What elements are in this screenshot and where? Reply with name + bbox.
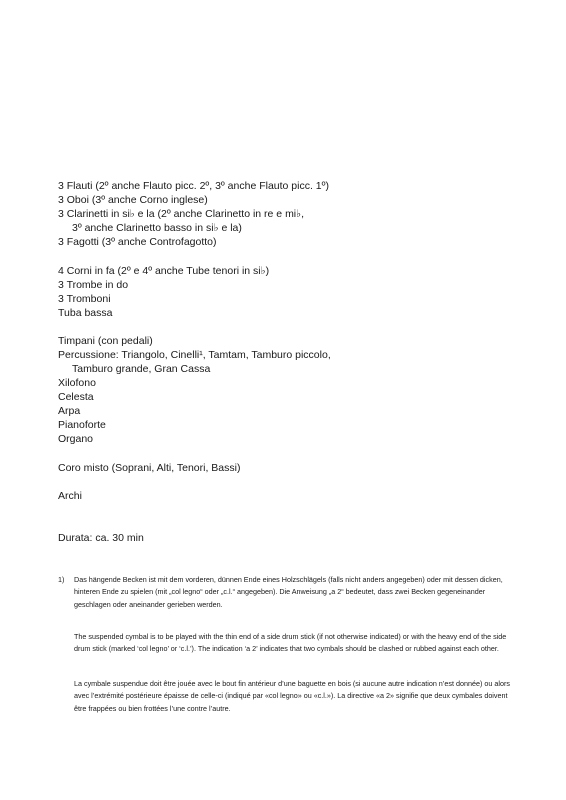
instrument-line-tuba: Tuba bassa: [58, 307, 113, 319]
duration-line: Durata: ca. 30 min: [58, 532, 144, 544]
instrument-line-celesta: Celesta: [58, 391, 94, 403]
instrument-line-piano: Pianoforte: [58, 419, 106, 431]
instrument-line-oboes: 3 Oboi (3º anche Corno inglese): [58, 194, 208, 206]
instrument-line-trombones: 3 Tromboni: [58, 293, 111, 305]
instrument-line-horns: 4 Corni in fa (2º e 4º anche Tube tenori in si♭): [58, 265, 270, 277]
instrument-line-clarinets: 3 Clarinetti in si♭ e la (2º anche Clarinetto in re e mi♭,: [58, 208, 305, 220]
instrument-line-trumpets: 3 Trombe in do: [58, 279, 129, 291]
instrument-line-flutes: 3 Flauti (2º anche Flauto picc. 2º, 3º anche Flauto picc. 1º): [58, 180, 329, 192]
instrument-line-bassoons: 3 Fagotti (3º anche Controfagotto): [58, 236, 217, 248]
footnote-german-text: Das hängende Becken ist mit dem vorderen, dünnen Ende eines Holzschlägels (falls nicht anders angegeben) oder mit dessen dicken, hinteren Ende zu spielen (mit „col legno“ oder „c.l.“ angegeben). Die Anweisung „a 2“ bedeutet, dass zwei Becken gegeneinander geschlagen oder aneinander gerieben werden.: [74, 575, 503, 609]
instrument-line-timpani: Timpani (con pedali): [58, 335, 153, 347]
footnote-french-text: La cymbale suspendue doit être jouée avec le bout fin antérieur d’une baguette en bois (si aucune autre indication n’est donnée) ou alors avec l’extrémité postérieure épaisse de celle-ci (indiqué par «col legno» ou «c.l.»). La directive «a 2» signifie que deux cymbales doivent être frappées ou bien frottées l’une contre l’autre.: [74, 679, 510, 713]
footnote-french: [74, 678, 514, 715]
instrument-line-clarinets-cont: 3º anche Clarinetto basso in si♭ e la): [72, 222, 242, 234]
instrument-line-choir: Coro misto (Soprani, Alti, Tenori, Bassi): [58, 462, 241, 474]
footnote-number: 1): [58, 575, 65, 584]
instrument-line-organ: Organo: [58, 433, 94, 445]
footnote-english-text: The suspended cymbal is to be played with the thin end of a side drum stick (if not otherwise indicated) or with the heavy end of the side drum stick (marked ‘col legno’ or ‘c.l.’). The indication ‘a 2’ indicates that two cymbals should be clashed or rubbed against each other.: [74, 632, 507, 654]
instrument-line-percussion-cont: Tamburo grande, Gran Cassa: [72, 363, 211, 375]
instrument-line-harp: Arpa: [58, 405, 81, 417]
footnote-german: [74, 574, 514, 611]
instrument-line-xylophone: Xilofono: [58, 377, 96, 389]
instrument-line-strings: Archi: [58, 490, 82, 502]
footnote-english: [74, 631, 514, 656]
instrument-line-percussion: Percussione: Triangolo, Cinelli¹, Tamtam, Tamburo piccolo,: [58, 349, 331, 361]
